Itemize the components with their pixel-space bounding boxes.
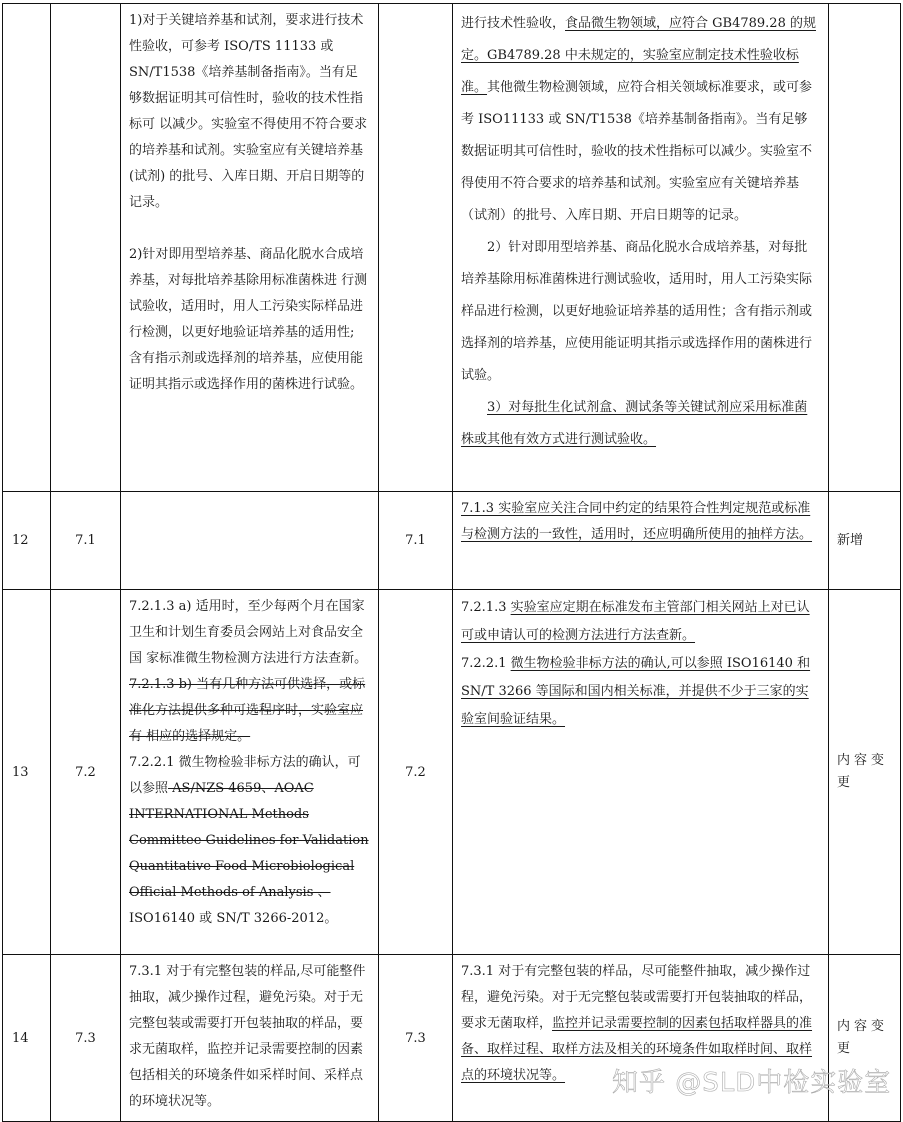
old-paragraph: 7.2.1.3 a) 适用时，至少每两个月在国家卫生和计划生育委员会网站上对食品安全国 家标准微生物检测方法进行方法查新。 — [129, 599, 368, 666]
new-clause — [379, 4, 453, 492]
row-number — [3, 4, 51, 492]
deleted-text: 7.2.1.3 b) 当有几种方法可供选择，或标准化方法提供多种可选程序时，实验室应有 相应的选择规定。 — [129, 677, 366, 744]
comparison-table — [2, 3, 901, 1122]
plain-text: 7.2.2.1 微生物检验非标方法的确认，可以参照 — [129, 755, 361, 796]
new-paragraph — [461, 8, 820, 232]
new-paragraph — [461, 392, 820, 456]
old-text: 7.3.1 对于有完整包装的样品,尽可能整件抽取，减少操作过程，避免污染。对于无完整包装或需要打开包装抽取的样品，要求无菌取样，监控并记录需要控制的因素包括相关的环境条件如采样时间、采样点的环境状况等。 — [121, 955, 379, 1122]
old-paragraph: 2)针对即用型培养基、商品化脱水合成培养基，对每批培养基除用标准菌株进 行测试验收，适用时，用人工污染实际样品进行检测，以更好地验证培养基的适用性; 含有指示剂或选择剂的培养基，应使用能证明其指示或选择作用的菌株进行试验。 — [129, 247, 368, 392]
plain-text: 7.3.1 对于有完整包装的样品，尽可能整件抽取，减少操作过程，避免污染。对于无完整包装或需要打开包装抽取的样品，要求无菌取样， — [461, 964, 813, 1031]
plain-text: 其他微生物检测领域，应符合相关领域标准要求，或可参考 ISO11133 或 SN/T1538《培养基制备指南》。当有足够数据证明其可信性时，验收的技术性指标可以减少。实验室不得使用不符合要求的培养基和试剂。实验室应有关键培养基（试剂）的批号、入库日期、开启日期等的记录。 — [461, 80, 813, 223]
new-text — [453, 4, 829, 492]
old-text — [121, 4, 379, 492]
old-clause: 7.2 — [51, 590, 121, 955]
new-paragraph — [461, 594, 820, 650]
added-text: 3）对每批生化试剂盒、测试条等关键试剂应采用标准菌株或其他有效方式进行测试验收。 — [461, 400, 808, 447]
old-clause: 7.1 — [51, 492, 121, 590]
plain-text: 进行技术性验收， — [461, 16, 566, 31]
new-paragraph — [461, 650, 820, 734]
new-text — [453, 590, 829, 955]
old-text — [121, 590, 379, 955]
added-text: 实验室应定期在标准发布主管部门相关网站上对已认可或申请认可的检测方法进行方法查新。 — [461, 600, 810, 643]
new-clause: 7.3 — [379, 955, 453, 1122]
added-text: 监控并记录需要控制的因素包括取样器具的准备、取样过程、取样方法及相关的环境条件如取样时间、取样点的环境状况等。 — [461, 1016, 813, 1083]
old-clause — [51, 4, 121, 492]
old-clause: 7.3 — [51, 955, 121, 1122]
added-text: 7.1.3 实验室应关注合同中约定的结果符合性判定规范或标准与检测方法的一致性，适用时，还应明确所使用的抽样方法。 — [461, 501, 813, 542]
row-number: 13 — [3, 590, 51, 955]
old-text — [121, 492, 379, 590]
table-row — [3, 4, 901, 492]
table-row — [3, 955, 901, 1122]
clause-number: 7.2.2.1 — [461, 656, 511, 671]
deleted-text: AS/NZS 4659、AOAC INTERNATIONAL Methods Committee Guidelines for Validation Quantitative Food Microbiological Official Methods of Analysis 、 — [129, 781, 369, 900]
table-row — [3, 590, 901, 955]
old-paragraph: 1)对于关键培养基和试剂，要求进行技术性验收，可参考 ISO/TS 11133 或 SN/T1538《培养基制备指南》。当有足够数据证明其可信性时，验收的技术性指标可 以减少。实验室不得使用不符合要求的培养基和试剂。实验室应有关键培养基(试剂) 的批号、入库日期、开启日期等的记录。 — [129, 13, 368, 210]
old-paragraph — [129, 750, 370, 932]
change-type: 内容变更 — [829, 955, 901, 1122]
new-text — [453, 955, 829, 1122]
change-type — [829, 4, 901, 492]
new-clause: 7.2 — [379, 590, 453, 955]
change-type: 内容变更 — [829, 590, 901, 955]
row-number: 14 — [3, 955, 51, 1122]
change-type: 新增 — [829, 492, 901, 590]
added-text: 微生物检验非标方法的确认,可以参照 ISO16140 和 SN/T 3266 等国际和国内相关标准，并提供不少于三家的实验室间验证结果。 — [461, 656, 811, 727]
clause-number: 7.2.1.3 — [461, 600, 511, 615]
row-number: 12 — [3, 492, 51, 590]
plain-text: ISO16140 或 SN/T 3266-2012。 — [129, 911, 338, 926]
watermark: 知乎 @SLD中检实验室 — [612, 1068, 892, 1098]
table-row — [3, 492, 901, 590]
new-paragraph: 2）针对即用型培养基、商品化脱水合成培养基，对每批培养基除用标准菌株进行测试验收，适用时，用人工污染实际样品进行检测，以更好地验证培养基的适用性；含有指示剂或选择剂的培养基，应使用能证明其指示或选择作用的菌株进行试验。 — [461, 240, 813, 383]
added-text: 食品微生物领域，应符合 GB4789.28 的规定。GB4789.28 中未规定的，实验室应制定技术性验收标准。 — [461, 16, 816, 95]
new-clause: 7.1 — [379, 492, 453, 590]
new-text — [453, 492, 829, 590]
